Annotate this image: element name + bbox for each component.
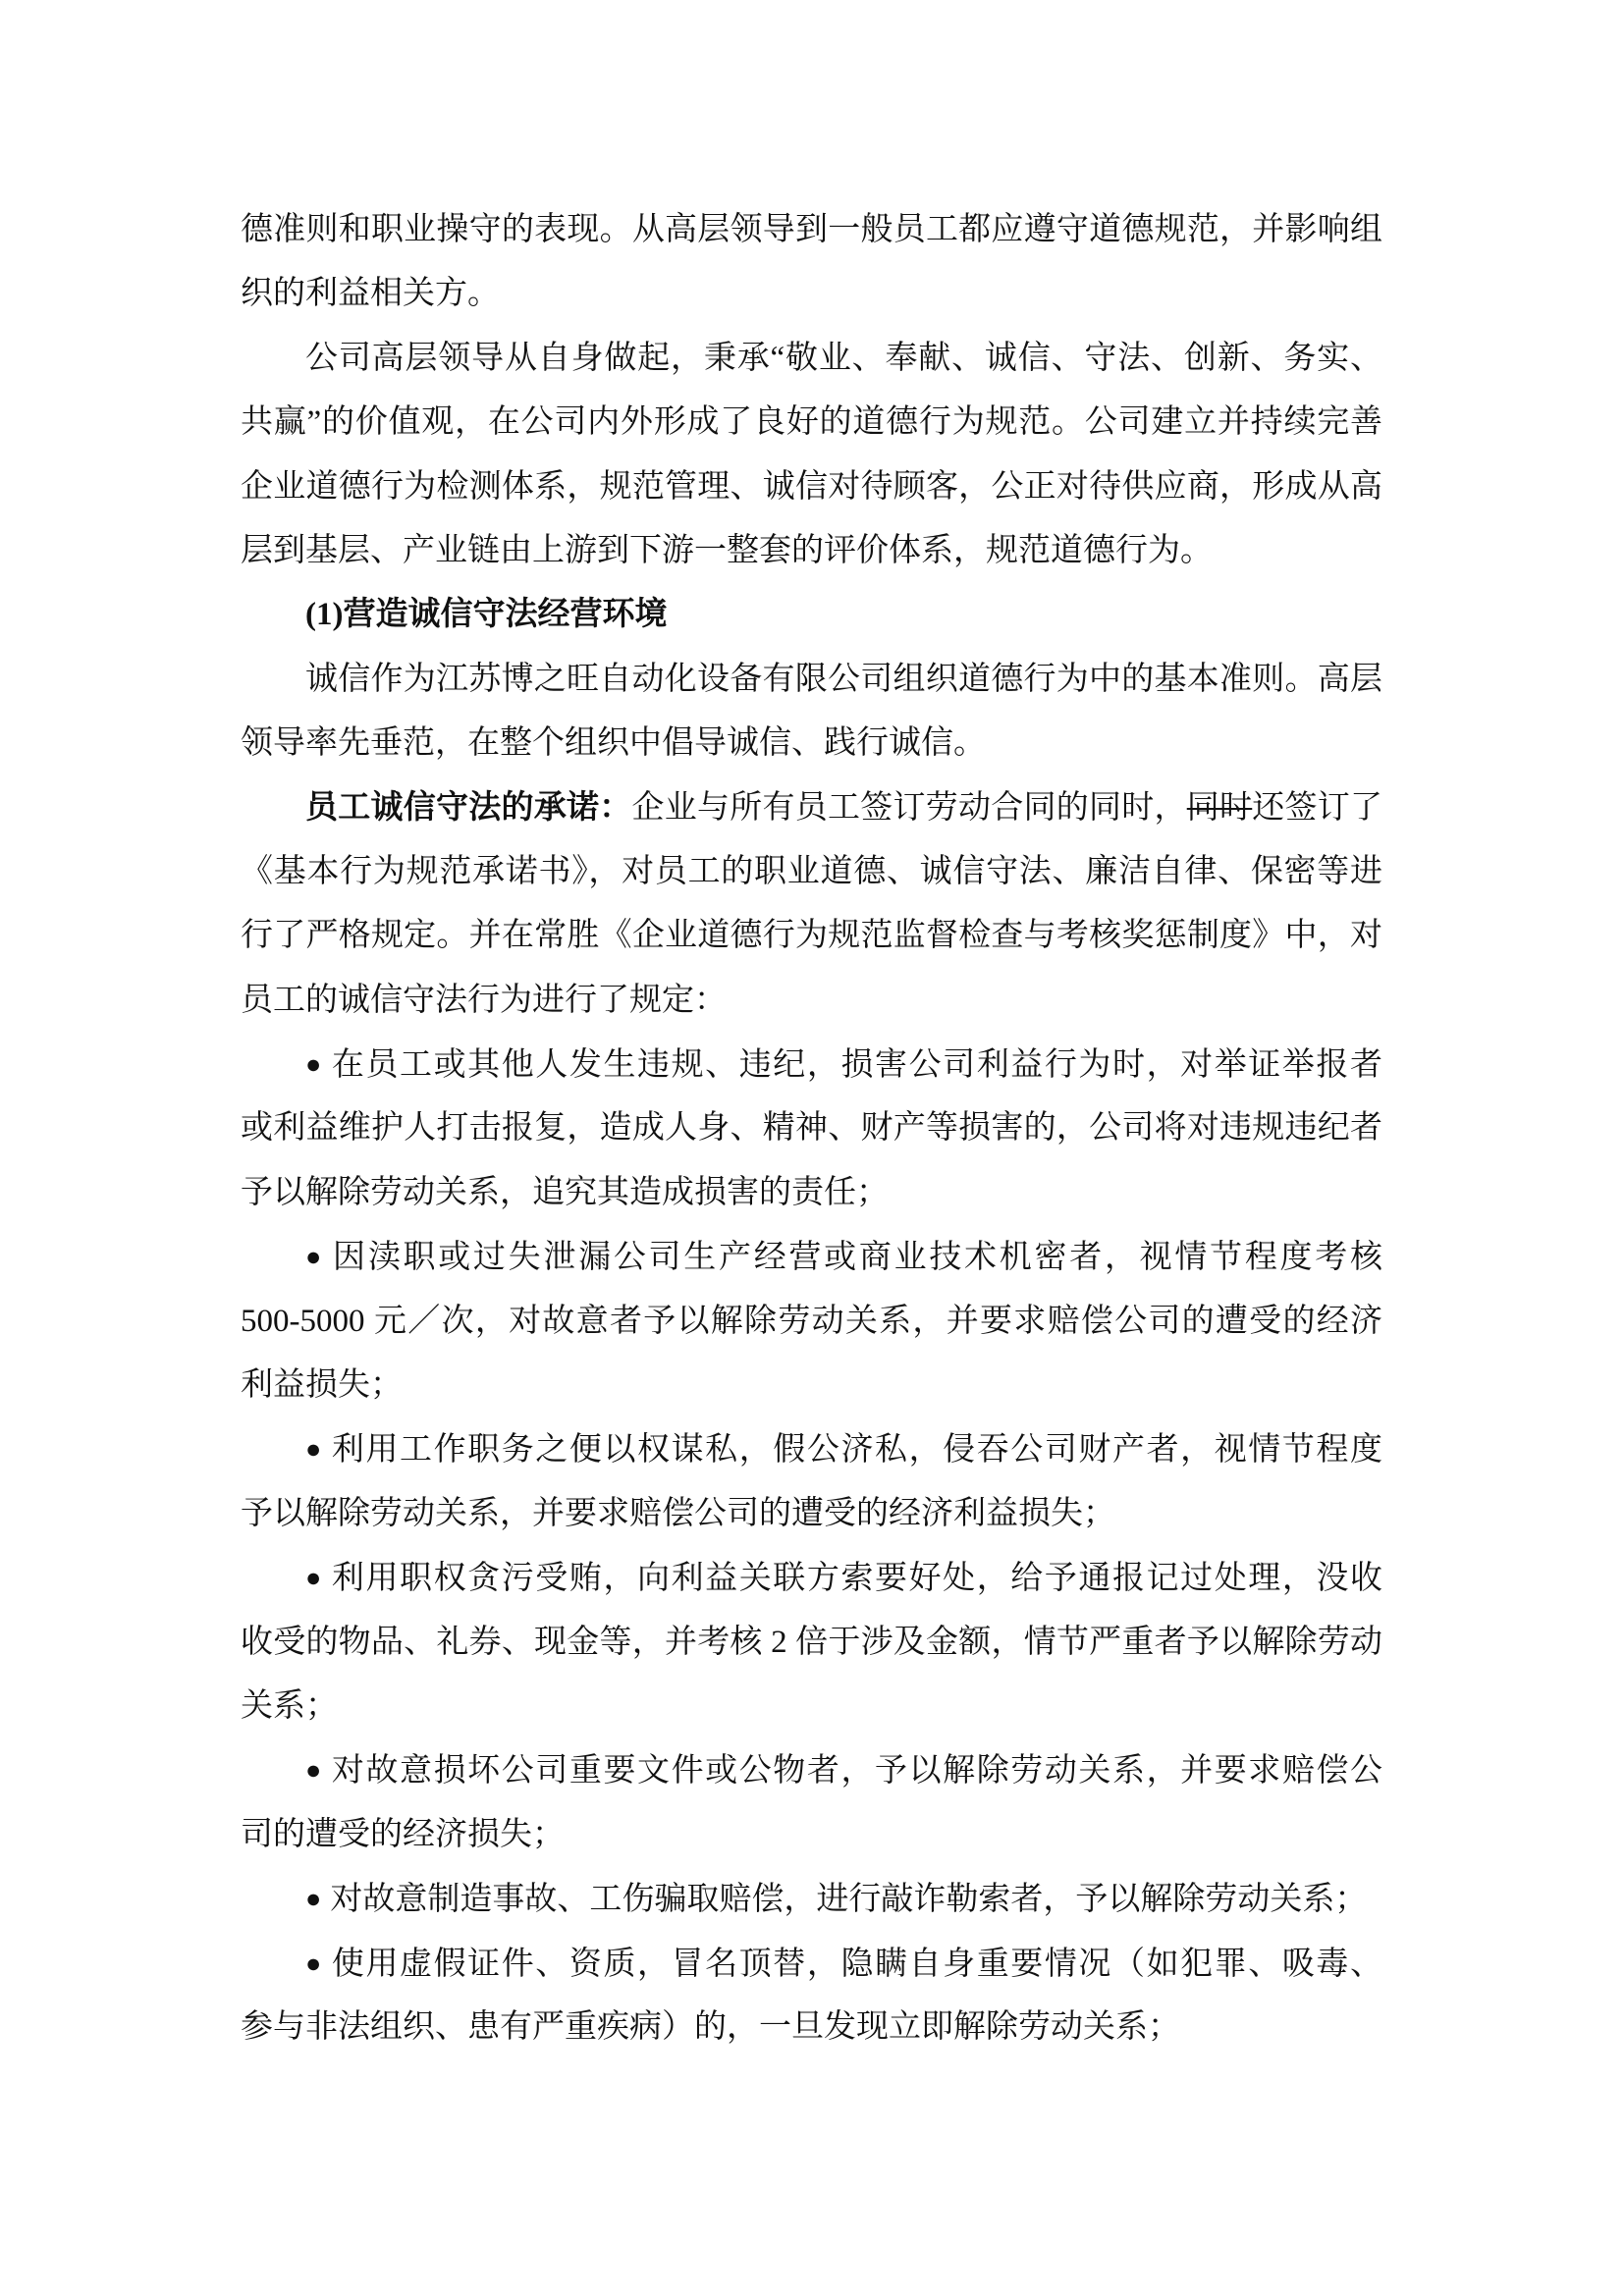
strikethrough-text: 同时 [1186,789,1253,826]
text-run: 或利益维护人打击报复，造成人身、精神、财产等损害的，公司将对违规违纪者 [241,1110,1382,1147]
text-line [241,1096,1382,1160]
text-line [241,1354,1382,1417]
text-run: 利用工作职务之便以权谋私，假公济私，侵吞公司财产者，视情节程度 [330,1432,1382,1468]
bullet-line [241,1867,1382,1931]
text-run: 还签订了 [1252,789,1382,826]
text-line [241,1482,1382,1546]
text-line [241,969,1382,1033]
text-run: 参与非法组织、患有严重疾病）的，一旦发现立即解除劳动关系； [241,2008,1180,2045]
text-line [241,1803,1382,1867]
text-run: 企业道德行为检测体系，规范管理、诚信对待顾客，公正对待供应商，形成从高 [241,468,1382,505]
bullet-line [241,1546,1382,1610]
bullet-icon: ● [305,1242,322,1272]
text-run: 层到基层、产业链由上游到下游一整套的评价体系，规范道德行为。 [241,532,1213,568]
text-line [241,648,1382,712]
text-line [241,1290,1382,1354]
document-body [241,198,1382,2059]
bold-text: (1)营造诚信守法经营环境 [305,597,668,633]
bullet-icon: ● [305,1434,322,1465]
text-line [241,840,1382,904]
text-run: 收受的物品、礼券、现金等，并考核 2 倍于涉及金额，情节严重者予以解除劳动 [241,1624,1382,1660]
text-line [241,904,1382,968]
text-run: 司的遭受的经济损失； [241,1816,565,1852]
text-line [241,1161,1382,1225]
text-run: 对故意损坏公司重要文件或公物者，予以解除劳动关系，并要求赔偿公 [330,1753,1382,1789]
bullet-icon: ● [305,1049,322,1080]
text-run: 《基本行为规范承诺书》，对员工的职业道德、诚信守法、廉洁自律、保密等进 [241,853,1382,889]
text-run: 行了严格规定。并在常胜《企业道德行为规范监督检查与考核奖惩制度》中，对 [241,918,1382,954]
text-line [241,455,1382,519]
text-run: 德准则和职业操守的表现。从高层领导到一般员工都应遵守道德规范，并影响组 [241,212,1382,247]
text-line [241,583,1382,647]
bullet-line [241,1225,1382,1289]
bullet-icon: ● [305,1948,322,1978]
text-run: 在员工或其他人发生违规、违纪，损害公司利益行为时，对举证举报者 [330,1047,1382,1084]
text-run: 予以解除劳动关系，并要求赔偿公司的遭受的经济利益损失； [241,1495,1115,1531]
text-line [241,712,1382,775]
text-line [241,1996,1382,2059]
bullet-line [241,1033,1382,1096]
text-run: 对故意制造事故、工伤骗取赔偿，进行敲诈勒索者，予以解除劳动关系； [330,1882,1368,1918]
text-run: 领导率先垂范，在整个组织中倡导诚信、践行诚信。 [241,725,986,762]
text-line [241,391,1382,454]
text-run: 500-5000 元／次，对故意者予以解除劳动关系，并要求赔偿公司的遭受的经济 [241,1303,1382,1339]
text-line [241,262,1382,326]
bullet-line [241,1932,1382,1996]
bold-text: 员工诚信守法的承诺： [305,789,632,826]
text-line [241,198,1382,262]
text-run: 使用虚假证件、资质，冒名顶替，隐瞒自身重要情况（如犯罪、吸毒、 [330,1946,1382,1982]
bullet-icon: ● [305,1755,322,1786]
text-run: 织的利益相关方。 [241,276,500,312]
text-run: 诚信作为江苏博之旺自动化设备有限公司组织道德行为中的基本准则。高层 [305,661,1382,697]
text-run: 公司高层领导从自身做起，秉承“敬业、奉献、诚信、守法、创新、务实、 [305,340,1382,376]
text-run: 利益损失； [241,1367,403,1404]
text-run: 企业与所有员工签订劳动合同的同时， [631,789,1187,826]
text-run: 因渎职或过失泄漏公司生产经营或商业技术机密者，视情节程度考核 [330,1240,1382,1276]
bullet-icon: ● [305,1884,322,1914]
text-line [241,327,1382,391]
text-run: 利用职权贪污受贿，向利益关联方索要好处，给予通报记过处理，没收 [330,1561,1382,1597]
text-run: 员工的诚信守法行为进行了规定： [241,982,727,1018]
text-line [241,776,1382,840]
text-run: 共赢”的价值观，在公司内外形成了良好的道德行为规范。公司建立并持续完善 [241,404,1382,441]
text-line [241,1611,1382,1675]
bullet-line [241,1417,1382,1481]
text-line [241,1675,1382,1738]
text-line [241,519,1382,583]
bullet-line [241,1738,1382,1802]
text-run: 关系； [241,1687,338,1724]
bullet-icon: ● [305,1563,322,1593]
text-run: 予以解除劳动关系，追究其造成损害的责任； [241,1174,889,1210]
